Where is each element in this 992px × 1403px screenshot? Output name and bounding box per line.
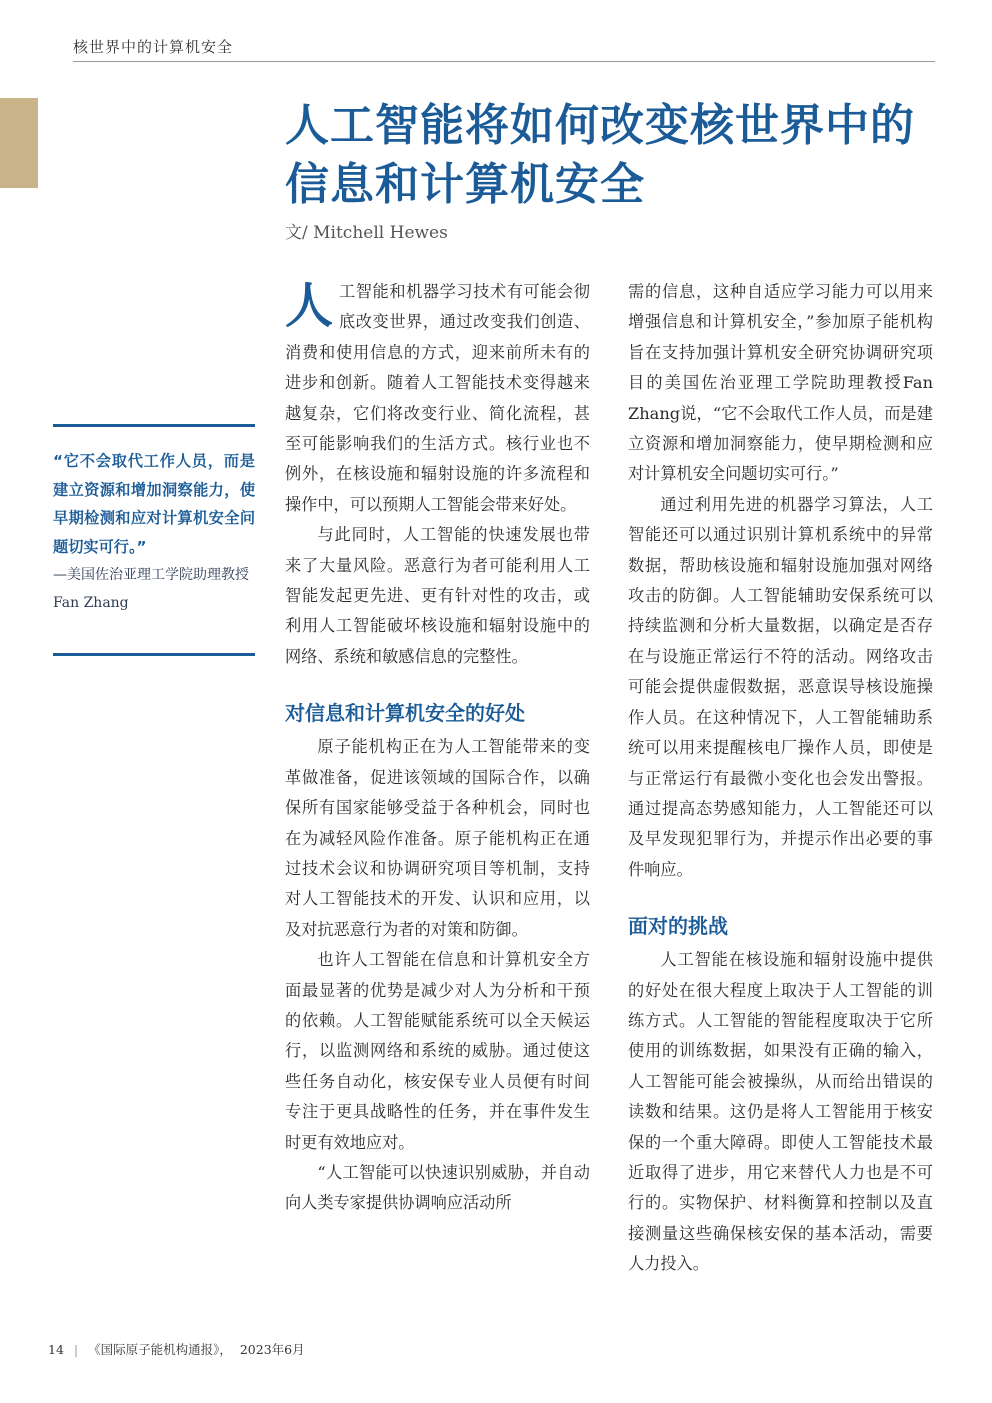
pullquote-attribution: —美国佐治亚理工学院助理教授Fan Zhang — [53, 567, 249, 611]
section-heading-benefits: 对信息和计算机安全的好处 — [285, 701, 525, 726]
page-number: 14 — [48, 1342, 64, 1357]
paragraph: 原子能机构正在为人工智能带来的变革做准备，促进该领域的国际合作，以确保所有国家能够受益于各种机会，同时也在为减轻风险作准备。原子能机构正在通过技术会议和协调研究项目等机制，支持对人工智能技术的开发、认识和应用，以及对抗恶意行为者的对策和防御。 — [285, 737, 590, 939]
footer-separator: | — [73, 1342, 79, 1357]
publication-date: 2023年6月 — [239, 1342, 305, 1357]
paragraph: “人工智能可以快速识别威胁，并自动向人类专家提供协调响应活动所 — [285, 1162, 590, 1213]
pullquote-top-rule — [53, 424, 255, 427]
pullquote-bottom-rule — [53, 653, 255, 656]
pullquote-text: “它不会取代工作人员，而是建立资源和增加洞察能力，使早期检测和应对计算机安全问题切实可行。” — [53, 452, 255, 556]
article-column-right — [628, 277, 933, 1280]
section-label: 核世界中的计算机安全 — [73, 38, 234, 56]
article-column-left — [285, 277, 590, 1219]
article-title: 人工智能将如何改变核世界中的信息和计算机安全 — [285, 100, 915, 210]
article-byline: 文/ Mitchell Hewes — [285, 223, 448, 243]
paragraph: 与此同时，人工智能的快速发展也带来了大量风险。恶意行为者可能利用人工智能发起更先进、更有针对性的攻击，或利用人工智能破坏核设施和辐射设施中的网络、系统和敏感信息的完整性。 — [285, 525, 590, 666]
paragraph-intro: 工智能和机器学习技术有可能会彻底改变世界，通过改变我们创造、消费和使用信息的方式，迎来前所未有的进步和创新。随着人工智能技术变得越来越复杂，它们将改变行业、简化流程，甚至可能影响我们的生活方式。核行业也不例外，在核设施和辐射设施的许多流程和操作中，可以预期人工智能会带来好处。 — [285, 282, 590, 514]
section-color-tab — [0, 98, 38, 188]
paragraph: 通过利用先进的机器学习算法，人工智能还可以通过识别计算机系统中的异常数据，帮助核设施和辐射设施加强对网络攻击的防御。人工智能辅助安保系统可以持续监测和分析大量数据，以确定是否存在与设施正常运行不符的活动。网络攻击可能会提供虚假数据，恶意误导核设施操作人员。在这种情况下，人工智能辅助系统可以用来提醒核电厂操作人员，即使是与正常运行有最微小变化也会发出警报。通过提高态势感知能力，人工智能还可以及早发现犯罪行为，并提示作出必要的事件响应。 — [628, 494, 933, 879]
paragraph-continued: 需的信息，这种自适应学习能力可以用来增强信息和计算机安全，”参加原子能机构旨在支持加强计算机安全研究协调研究项目的美国佐治亚理工学院助理教授Fan Zhang说，“它不会取代工作人员，而是建立资源和增加洞察能力，使早期检测和应对计算机安全问题切实可行。” — [628, 282, 933, 484]
pullquote — [53, 447, 255, 617]
page-footer — [48, 1340, 305, 1358]
header-divider — [73, 61, 935, 62]
drop-cap: 人 — [285, 278, 334, 334]
section-heading-challenges: 面对的挑战 — [628, 914, 728, 939]
publication-name: 《国际原子能机构通报》， — [88, 1342, 232, 1357]
paragraph: 也许人工智能在信息和计算机安全方面最显著的优势是减少对人为分析和干预的依赖。人工智能赋能系统可以全天候运行，以监测网络和系统的威胁。通过使这些任务自动化，核安保专业人员便有时间专注于更具战略性的任务，并在事件发生时更有效地应对。 — [285, 950, 590, 1152]
paragraph: 人工智能在核设施和辐射设施中提供的好处在很大程度上取决于人工智能的训练方式。人工智能的智能程度取决于它所使用的训练数据，如果没有正确的输入，人工智能可能会被操纵，从而给出错误的读数和结果。这仍是将人工智能用于核安保的一个重大障碍。即使人工智能技术最近取得了进步，用它来替代人力也是不可行的。实物保护、材料衡算和控制以及直接测量这些确保核安保的基本活动，需要人力投入。 — [628, 950, 933, 1274]
